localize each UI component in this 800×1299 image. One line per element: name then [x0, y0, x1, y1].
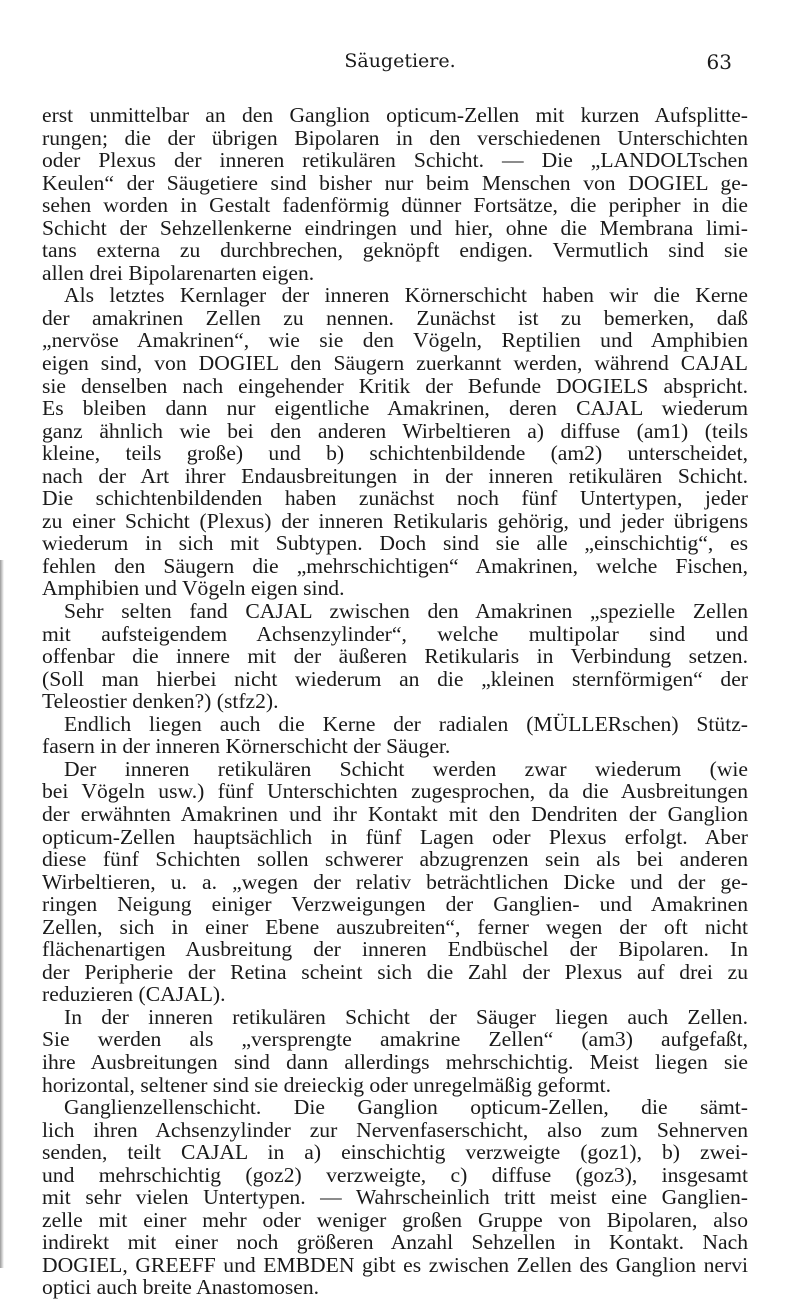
- text-line: „nervöse Amakrinen“, wie sie den Vögeln, Reptilien und Amphibien: [42, 328, 748, 353]
- text-line: optici auch breite Anastomosen.: [42, 1275, 320, 1299]
- text-line: senden, teilt CAJAL in a) einschichtig verzweigte (goz1), b) zwei-: [42, 1140, 748, 1165]
- page-number: 63: [706, 50, 732, 74]
- text-line: opticum-Zellen hauptsächlich in fünf Lagen oder Plexus erfolgt. Aber: [42, 824, 748, 849]
- text-line: Es bleiben dann nur eigentliche Amakrinen, deren CAJAL wiederum: [42, 396, 748, 421]
- text-line: und mehrschichtig (goz2) verzweigte, c) diffuse (goz3), insgesamt: [42, 1162, 748, 1187]
- text-line: Schicht der Sehzellenkerne eindringen und hier, ohne die Membrana limi-: [42, 215, 748, 240]
- text-line: mit aufsteigendem Achsenzylinder“, welche multipolar sind und: [42, 621, 748, 646]
- text-line: In der inneren retikulären Schicht der Säuger liegen auch Zellen.: [64, 1004, 748, 1029]
- text-line: DOGIEL, GREEFF und EMBDEN gibt es zwischen Zellen des Ganglion nervi: [42, 1252, 748, 1277]
- text-line: Die schichtenbildenden haben zunächst noch fünf Untertypen, jeder: [42, 486, 748, 511]
- text-line: zelle mit einer mehr oder weniger großen Gruppe von Bipolaren, also: [42, 1207, 748, 1232]
- text-line: fasern in der inneren Körnerschicht der Säuger.: [42, 734, 451, 759]
- text-line: Endlich liegen auch die Kerne der radialen (MÜLLERschen) Stütz-: [64, 711, 748, 736]
- text-line: der Peripherie der Retina scheint sich die Zahl der Plexus auf drei zu: [42, 959, 748, 984]
- text-line: kleine, teils große) und b) schichtenbildende (am2) unterscheidet,: [42, 441, 748, 466]
- page-edge-shadow: [0, 560, 4, 1268]
- text-line: Amphibien und Vögeln eigen sind.: [42, 576, 345, 601]
- text-line: lich ihren Achsenzylinder zur Nervenfaserschicht, also zum Sehnerven: [42, 1117, 748, 1142]
- text-line: eigen sind, von DOGIEL den Säugern zuerkannt werden, während CAJAL: [42, 351, 748, 376]
- text-line: Zellen, sich in einer Ebene auszubreiten“, ferner wegen der oft nicht: [42, 914, 748, 939]
- text-line: nach der Art ihrer Endausbreitungen in der inneren retikulären Schicht.: [42, 463, 748, 488]
- text-line: mit sehr vielen Untertypen. — Wahrscheinlich tritt meist eine Ganglien-: [42, 1185, 748, 1210]
- text-line: Teleostier denken?) (stfz2).: [42, 689, 279, 714]
- text-line: ihre Ausbreitungen sind dann allerdings mehrschichtig. Meist liegen sie: [42, 1049, 748, 1074]
- page-header: [0, 50, 800, 78]
- text-line: Als letztes Kernlager der inneren Körnerschicht haben wir die Kerne: [64, 283, 748, 308]
- text-line: indirekt mit einer noch größeren Anzahl Sehzellen in Kontakt. Nach: [42, 1230, 748, 1255]
- text-line: erst unmittelbar an den Ganglion opticum-Zellen mit kurzen Aufsplitte-: [42, 103, 748, 127]
- text-line: wiederum in sich mit Subtypen. Doch sind sie alle „einschichtig“, es: [42, 531, 748, 556]
- text-line: allen drei Bipolarenarten eigen.: [42, 260, 315, 285]
- text-line: der erwähnten Amakrinen und ihr Kontakt mit den Dendriten der Ganglion: [42, 801, 748, 826]
- text-line: ganz ähnlich wie bei den anderen Wirbeltieren a) diffuse (am1) (teils: [42, 418, 748, 443]
- text-line: bei Vögeln usw.) fünf Unterschichten zugesprochen, da die Ausbreitungen: [42, 779, 748, 804]
- text-line: Sie werden als „versprengte amakrine Zellen“ (am3) aufgefaßt,: [42, 1027, 748, 1052]
- text-line: Wirbeltieren, u. a. „wegen der relativ beträchtlichen Dicke und der ge-: [42, 869, 748, 894]
- text-line: Der inneren retikulären Schicht werden zwar wiederum (wie: [64, 756, 748, 781]
- text-line: reduzieren (CAJAL).: [42, 982, 226, 1007]
- text-line: oder Plexus der inneren retikulären Schicht. — Die „LANDOLTschen: [42, 148, 748, 173]
- text-line: diese fünf Schichten sollen schwerer abzugrenzen sein als bei anderen: [42, 847, 748, 872]
- text-line: ringen Neigung einiger Verzweigungen der Ganglien- und Amakrinen: [42, 892, 748, 917]
- text-line: sehen worden in Gestalt fadenförmig dünner Fortsätze, die peripher in die: [42, 193, 748, 218]
- text-line: rungen; die der übrigen Bipolaren in den verschiedenen Unterschichten: [42, 125, 748, 150]
- text-line: horizontal, seltener sind sie dreieckig oder unregelmäßig geformt.: [42, 1072, 612, 1097]
- text-line: Ganglienzellenschicht. Die Ganglion opticum-Zellen, die sämt-: [64, 1095, 748, 1120]
- text-line: Keulen“ der Säugetiere sind bisher nur beim Menschen von DOGIEL ge-: [42, 170, 748, 195]
- running-title: Säugetiere.: [344, 50, 456, 72]
- body-text: [42, 104, 748, 1299]
- text-line: offenbar die innere mit der äußeren Retikularis in Verbindung setzen.: [42, 644, 748, 669]
- text-line: (Soll man hierbei nicht wiederum an die „kleinen sternförmigen“ der: [42, 666, 748, 691]
- text-line: tans externa zu durchbrechen, geknöpft endigen. Vermutlich sind sie: [42, 238, 748, 263]
- text-line: sie denselben nach eingehender Kritik der Befunde DOGIELS abspricht.: [42, 373, 748, 398]
- text-line: der amakrinen Zellen zu nennen. Zunächst ist zu bemerken, daß: [42, 305, 748, 330]
- text-line: Sehr selten fand CAJAL zwischen den Amakrinen „spezielle Zellen: [64, 599, 748, 624]
- text-line: fehlen den Säugern die „mehrschichtigen“ Amakrinen, welche Fischen,: [42, 553, 748, 578]
- text-line: zu einer Schicht (Plexus) der inneren Retikularis gehörig, und jeder übrigens: [42, 508, 748, 533]
- text-line: flächenartigen Ausbreitung der inneren Endbüschel der Bipolaren. In: [42, 937, 748, 962]
